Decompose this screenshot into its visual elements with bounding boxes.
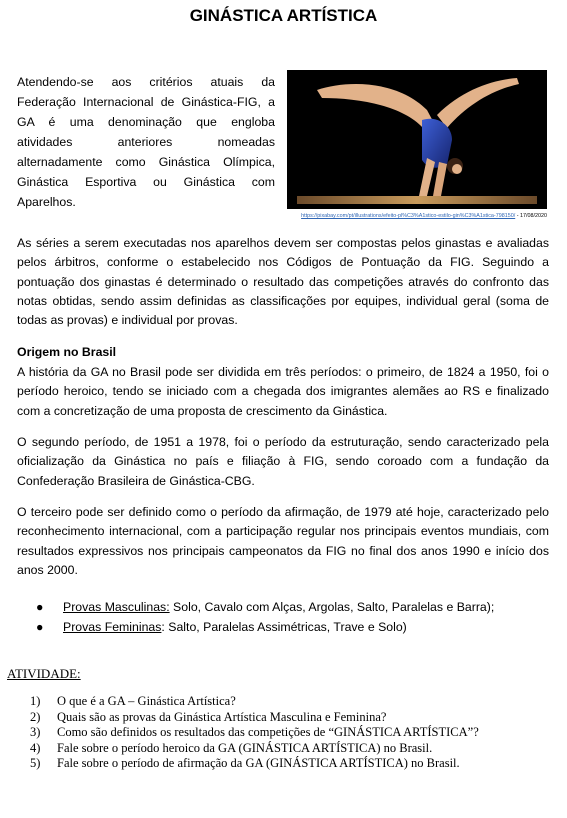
bullet-label: Provas Masculinas: (63, 600, 170, 614)
question-number: 5) (30, 756, 41, 770)
question-number: 4) (30, 740, 41, 755)
question-item (30, 725, 537, 741)
bullet-label: Provas Femininas (63, 620, 162, 634)
gymnast-illustration (287, 70, 547, 209)
image-source-link[interactable]: https://pixabay.com/pt/illustrations/efeito-pl%C3%A1stico-estilo-gin%C3%A1stica-798150/ (301, 213, 516, 219)
intro-paragraph: Atendendo-se aos critérios atuais da Federação Internacional de Ginástica-FIG, a GA é uma denominação que engloba atividades anteriores nomeadas alternadamente como Ginástica Olímpica, Ginástica Esportiva ou Ginástica com Aparelhos. (17, 75, 275, 209)
question-item (30, 694, 537, 710)
question-number: 1) (30, 694, 41, 708)
bullet-text: : Salto, Paralelas Assimétricas, Trave e Solo) (161, 620, 407, 634)
question-item (30, 710, 537, 726)
image-caption-date: - 17/08/2020 (515, 213, 547, 219)
list-item-provas-femininas (36, 617, 494, 637)
bullet-text: Solo, Cavalo com Alças, Argolas, Salto, Paralelas e Barra); (169, 600, 495, 614)
question-item (30, 741, 537, 757)
question-text: Como são definidos os resultados das competições de “GINÁSTICA ARTÍSTICA”? (57, 725, 479, 739)
questions-list (30, 694, 537, 772)
paragraph-periods: A história da GA no Brasil pode ser dividida em três períodos: o primeiro, de 1824 a 1950, foi o período heroico, tendo se iniciado com a chegada dos imigrantes alemães ao RS e finalizado com a concretização de uma proposta de crescimento da Ginástica. (17, 365, 549, 418)
question-text: Fale sobre o período heroico da GA (GINÁSTICA ARTÍSTICA) no Brasil. (57, 740, 433, 755)
question-text: Quais são as provas da Ginástica Artística Masculina e Feminina? (57, 709, 387, 724)
bullet-icon: ● (36, 600, 44, 614)
gymnast-photo (287, 70, 547, 209)
question-number: 3) (30, 725, 41, 739)
image-caption (287, 213, 547, 220)
paragraph-third-period: O terceiro pode ser definido como o período da afirmação, de 1979 até hoje, caracterizado pelo reconhecimento internacional, com a participação regular nos principais eventos mundiais, com resultados expressivos nos principais campeonatos da FIG no final dos anos 1990 e início dos anos 2000. (17, 505, 549, 577)
origem-heading: Origem no Brasil (17, 345, 117, 359)
paragraph-series: As séries a serem executadas nos aparelhos devem ser compostas pelos ginastas e avaliadas pelos árbitros, conforme o estabelecido nos Códigos de Pontuação da FIG. Seguindo a pontuação dos ginastas é determinado o resultado das competições através do confronto das notas obtidas, sendo assim definidas as classificações por equipes, individual geral (soma de todas as provas) e individual por provas. (17, 236, 549, 328)
atividade-heading: ATIVIDADE: (7, 666, 81, 681)
question-text: Fale sobre o período de afirmação da GA (GINÁSTICA ARTÍSTICA) no Brasil. (57, 756, 460, 770)
question-number: 2) (30, 709, 41, 724)
question-text: O que é a GA – Ginástica Artística? (57, 694, 236, 708)
page-title: GINÁSTICA ARTÍSTICA (189, 6, 378, 25)
paragraph-second-period: O segundo período, de 1951 a 1978, foi o período da estruturação, sendo caracterizado pela oficialização da Ginástica no país e filiação à FIG, sendo coroado com a fundação da Confederação Brasileira de Ginástica-CBG. (17, 435, 549, 488)
provas-list (36, 597, 494, 637)
bullet-icon: ● (36, 620, 44, 634)
question-item (30, 756, 537, 772)
list-item-provas-masculinas (36, 597, 494, 617)
